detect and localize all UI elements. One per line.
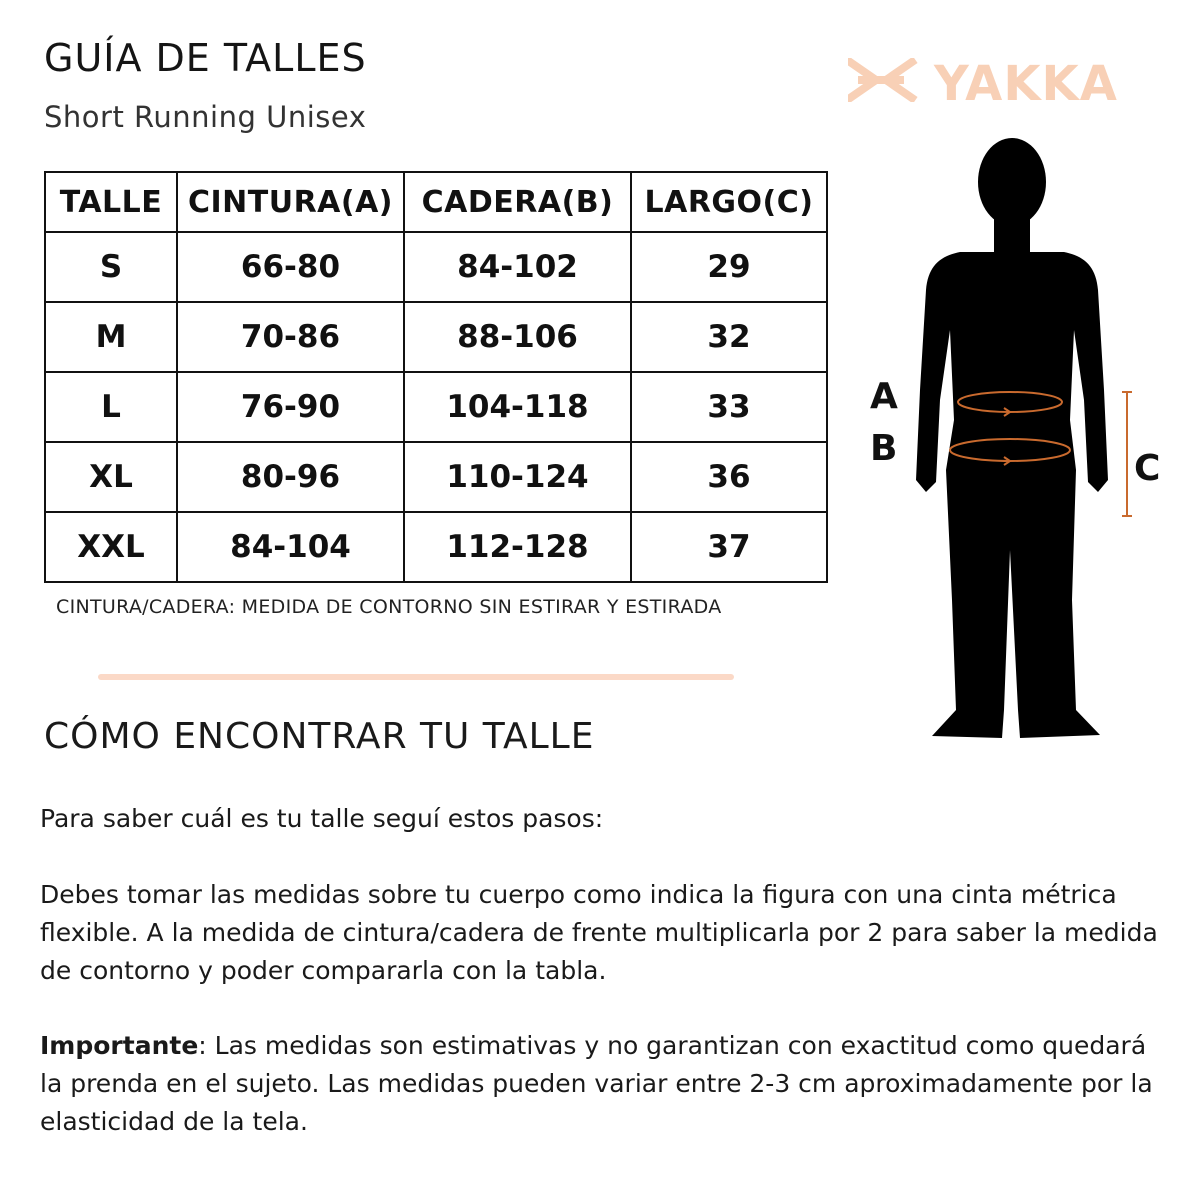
how-to-intro: Para saber cuál es tu talle seguí estos pasos: — [40, 804, 604, 833]
size-table — [44, 171, 828, 583]
length-cell: 36 — [631, 442, 827, 512]
size-cell: M — [45, 302, 177, 372]
table-header-row — [45, 172, 827, 232]
length-cell: 33 — [631, 372, 827, 442]
label-a: A — [870, 376, 898, 417]
logo-wordmark: YAKKA — [934, 58, 1118, 102]
measurement-note: CINTURA/CADERA: MEDIDA DE CONTORNO SIN ESTIRAR Y ESTIRADA — [56, 596, 722, 618]
yakka-x-mark-icon — [850, 62, 912, 98]
waist-cell: 70-86 — [177, 302, 404, 372]
yakka-logo — [848, 58, 1140, 102]
table-row — [45, 232, 827, 302]
waist-cell: 80-96 — [177, 442, 404, 512]
column-header-cintura: CINTURA(A) — [177, 172, 404, 232]
label-c: C — [1134, 448, 1161, 489]
important-text: : Las medidas son estimativas y no garantizan con exactitud como quedará la prenda en el sujeto. Las medidas pueden variar entre 2-3 cm aproximadamente por la elasticidad de la tela. — [40, 1031, 1153, 1136]
hip-cell: 88-106 — [404, 302, 631, 372]
column-header-largo: LARGO(C) — [631, 172, 827, 232]
size-cell: L — [45, 372, 177, 442]
waist-cell: 84-104 — [177, 512, 404, 582]
page-title: GUÍA DE TALLES — [44, 36, 367, 80]
size-cell: S — [45, 232, 177, 302]
waist-cell: 66-80 — [177, 232, 404, 302]
size-cell: XXL — [45, 512, 177, 582]
how-to-title: CÓMO ENCONTRAR TU TALLE — [44, 716, 595, 757]
table-row — [45, 302, 827, 372]
hip-cell: 112-128 — [404, 512, 631, 582]
section-divider — [98, 674, 734, 680]
length-cell: 32 — [631, 302, 827, 372]
hip-cell: 84-102 — [404, 232, 631, 302]
table-row — [45, 442, 827, 512]
important-paragraph — [40, 1027, 1160, 1141]
waist-cell: 76-90 — [177, 372, 404, 442]
important-label: Importante — [40, 1031, 199, 1060]
hip-cell: 104-118 — [404, 372, 631, 442]
length-cell: 29 — [631, 232, 827, 302]
how-to-steps: Debes tomar las medidas sobre tu cuerpo como indica la figura con una cinta métrica flexible. A la medida de cintura/cadera de frente multiplicarla por 2 para saber la medida de contorno y poder compararla con la tabla. — [40, 880, 1158, 985]
hip-cell: 110-124 — [404, 442, 631, 512]
label-b: B — [870, 428, 898, 469]
column-header-talle: TALLE — [45, 172, 177, 232]
size-cell: XL — [45, 442, 177, 512]
column-header-cadera: CADERA(B) — [404, 172, 631, 232]
table-row — [45, 372, 827, 442]
table-row — [45, 512, 827, 582]
page-subtitle: Short Running Unisex — [44, 100, 367, 134]
length-cell: 37 — [631, 512, 827, 582]
body-silhouette-icon — [916, 138, 1108, 738]
body-measurement-figure — [860, 130, 1180, 760]
